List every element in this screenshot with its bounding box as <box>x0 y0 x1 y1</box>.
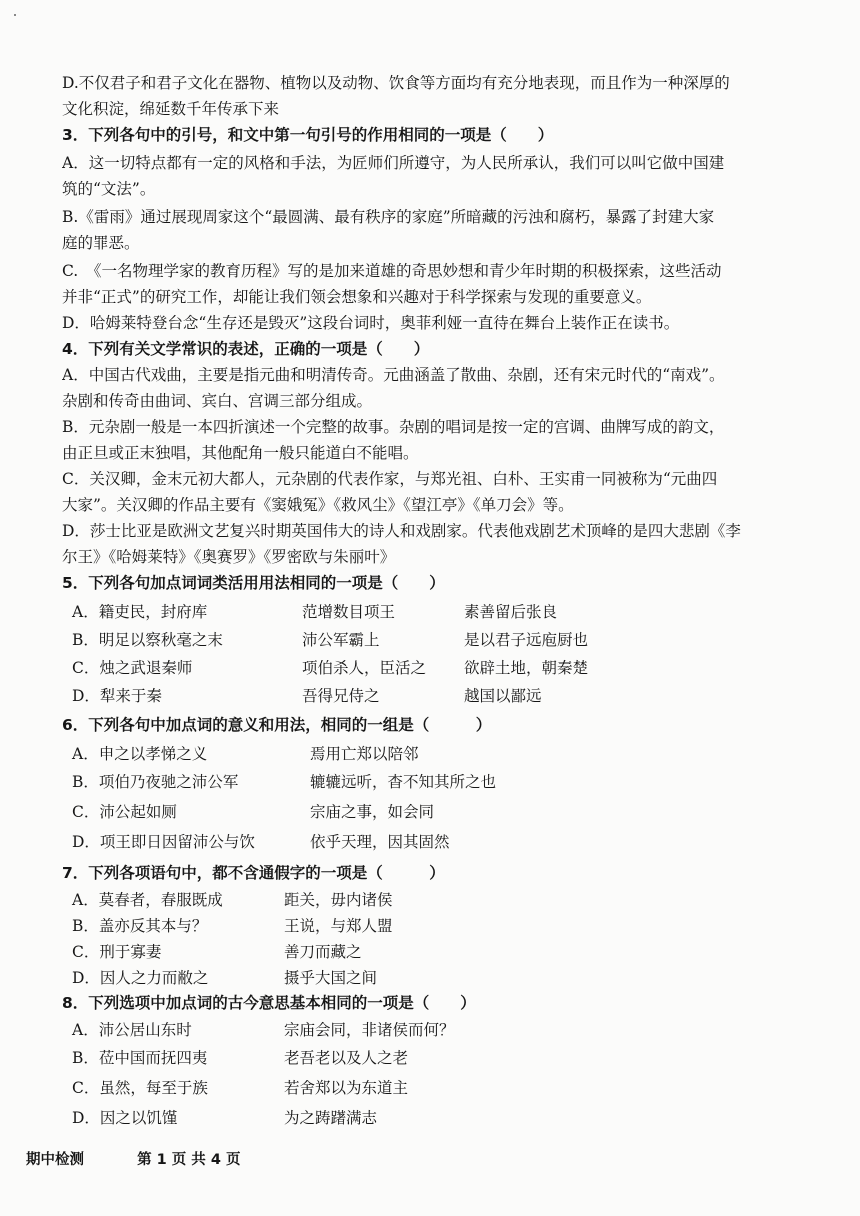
scan-speck <box>14 14 16 16</box>
q8-option-a <box>72 1016 807 1044</box>
q5-option-a <box>72 598 807 626</box>
q6-option-a <box>72 740 807 768</box>
q6-c-item1: C．沛公起如厕 <box>72 803 177 821</box>
q8-option-c <box>72 1074 807 1102</box>
q4-option-a-line1: A．中国古代戏曲，主要是指元曲和明清传奇。元曲涵盖了散曲、杂剧，还有宋元时代的“南戏”。 <box>62 366 725 384</box>
q5-a-item1: A．籍吏民，封府库 <box>72 603 208 621</box>
q3-option-a-line1: A．这一切特点都有一定的风格和手法，为匠师们所遵守，为人民所承认，我们可以叫它做中国建 <box>62 154 725 172</box>
question-7-title: 7．下列各项语句中，都不含通假字的一项是（ ） <box>62 864 445 882</box>
q7-option-b <box>72 912 807 940</box>
option-d-continued-line1: D.不仅君子和君子文化在器物、植物以及动物、饮食等方面均有充分地表现，而且作为一种深厚的 <box>62 74 730 92</box>
q8-c-item1: C．虽然，每至于族 <box>72 1079 208 1097</box>
q5-b-item2: 沛公军霸上 <box>302 631 380 649</box>
q7-option-a <box>72 886 807 914</box>
q7-d-item1: D．因人之力而敝之 <box>72 969 209 987</box>
q8-a-item1: A．沛公居山东时 <box>72 1021 192 1039</box>
question-8-title: 8．下列选项中加点词的古今意思基本相同的一项是（ ） <box>62 994 476 1012</box>
q7-a-item2: 距关，毋内诸侯 <box>284 891 393 909</box>
q6-b-item1: B．项伯乃夜驰之沛公军 <box>72 773 239 791</box>
q6-c-item2: 宗庙之事，如会同 <box>310 803 435 821</box>
q5-a-item2: 范增数目项王 <box>302 603 396 621</box>
q7-c-item2: 善刀而藏之 <box>284 943 362 961</box>
q5-c-item2: 项伯杀人，臣活之 <box>302 659 427 677</box>
q5-b-item3: 是以君子远庖厨也 <box>464 631 589 649</box>
q7-option-d <box>72 964 807 992</box>
question-6-title: 6．下列各句中加点词的意义和用法，相同的一组是（ ） <box>62 716 492 734</box>
q7-b-item2: 王说，与郑人盟 <box>284 917 393 935</box>
q6-b-item2: 辘辘远听，杳不知其所之也 <box>310 773 497 791</box>
q7-option-c <box>72 938 807 966</box>
q8-d-item1: D．因之以饥馑 <box>72 1109 178 1127</box>
q8-c-item2: 若舍郑以为东道主 <box>284 1079 409 1097</box>
question-5-title: 5．下列各句加点词词类活用用法相同的一项是（ ） <box>62 574 445 592</box>
q4-option-d-line1: D．莎士比亚是欧洲文艺复兴时期英国伟大的诗人和戏剧家。代表他戏剧艺术顶峰的是四大悲剧《李 <box>62 522 741 540</box>
footer-label: 期中检测 <box>26 1152 84 1168</box>
q6-option-d <box>72 828 807 856</box>
q8-b-item1: B．莅中国而抚四夷 <box>72 1049 208 1067</box>
q4-option-a-line2: 杂剧和传奇由曲词、宾白、宫调三部分组成。 <box>62 392 373 410</box>
q6-a-item1: A．申之以孝悌之义 <box>72 745 208 763</box>
q3-option-d: D．哈姆莱特登台念“生存还是毁灭”这段台词时，奥菲利娅一直待在舞台上装作正在读书。 <box>62 314 680 332</box>
q7-a-item1: A．莫春者，春服既成 <box>72 891 223 909</box>
q6-option-b <box>72 768 807 796</box>
q5-c-item1: C．烛之武退秦师 <box>72 659 193 677</box>
q3-option-c-line1: C. 《一名物理学家的教育历程》写的是加来道雄的奇思妙想和青少年时期的积极探索，这些活动 <box>62 262 722 280</box>
q6-d-item1: D．项王即日因留沛公与饮 <box>72 833 255 851</box>
q8-option-d <box>72 1104 807 1132</box>
q3-option-a-line2: 筑的“文法”。 <box>62 180 156 198</box>
q5-option-d <box>72 682 807 710</box>
q8-option-b <box>72 1044 807 1072</box>
q4-option-c-line2: 大家”。关汉卿的作品主要有《窦娥冤》《救风尘》《望江亭》《单刀会》等。 <box>62 496 574 514</box>
q4-option-b-line1: B．元杂剧一般是一本四折演述一个完整的故事。杂剧的唱词是按一定的宫调、曲牌写成的韵文， <box>62 418 725 436</box>
q7-c-item1: C．刑于寡妻 <box>72 943 162 961</box>
q4-option-c-line1: C．关汉卿，金末元初大都人，元杂剧的代表作家，与郑光祖、白朴、王实甫一同被称为“元曲四 <box>62 470 718 488</box>
q7-d-item2: 摄乎大国之间 <box>284 969 378 987</box>
q6-option-c <box>72 798 807 826</box>
question-3-title: 3．下列各句中的引号，和文中第一句引号的作用相同的一项是（ ） <box>62 126 554 144</box>
q5-d-item3: 越国以鄙远 <box>464 687 542 705</box>
q5-d-item1: D．犁来于秦 <box>72 687 162 705</box>
q5-option-c <box>72 654 807 682</box>
q5-d-item2: 吾得兄侍之 <box>302 687 380 705</box>
q3-option-c-line2: 并非“正式”的研究工作，却能让我们领会想象和兴趣对于科学探索与发现的重要意义。 <box>62 288 652 306</box>
question-4-title: 4．下列有关文学常识的表述，正确的一项是（ ） <box>62 340 430 358</box>
q5-option-b <box>72 626 807 654</box>
q7-b-item1: B．盖亦反其本与？ <box>72 917 208 935</box>
q8-b-item2: 老吾老以及人之老 <box>284 1049 409 1067</box>
q8-d-item2: 为之踌躇满志 <box>284 1109 378 1127</box>
q5-c-item3: 欲辟土地，朝秦楚 <box>464 659 589 677</box>
q4-option-b-line2: 由正旦或正末独唱，其他配角一般只能道白不能唱。 <box>62 444 419 462</box>
q4-option-d-line2: 尔王》《哈姆莱特》《奥赛罗》《罗密欧与朱丽叶》 <box>62 548 396 566</box>
q5-a-item3: 素善留后张良 <box>464 603 558 621</box>
page-number: 第 1 页 共 4 页 <box>137 1152 241 1168</box>
q5-b-item1: B．明足以察秋毫之末 <box>72 631 223 649</box>
option-d-continued-line2: 文化积淀，绵延数千年传承下来 <box>62 100 280 118</box>
q6-a-item2: 焉用亡郑以陪邻 <box>310 745 419 763</box>
q3-option-b-line2: 庭的罪恶。 <box>62 234 140 252</box>
q8-a-item2: 宗庙会同，非诸侯而何？ <box>284 1021 455 1039</box>
page-footer <box>26 1148 288 1169</box>
q3-option-b-line1: B.《雷雨》通过展现周家这个“最圆满、最有秩序的家庭”所暗藏的污浊和腐朽，暴露了封建大家 <box>62 208 715 226</box>
q6-d-item2: 依乎天理，因其固然 <box>310 833 450 851</box>
